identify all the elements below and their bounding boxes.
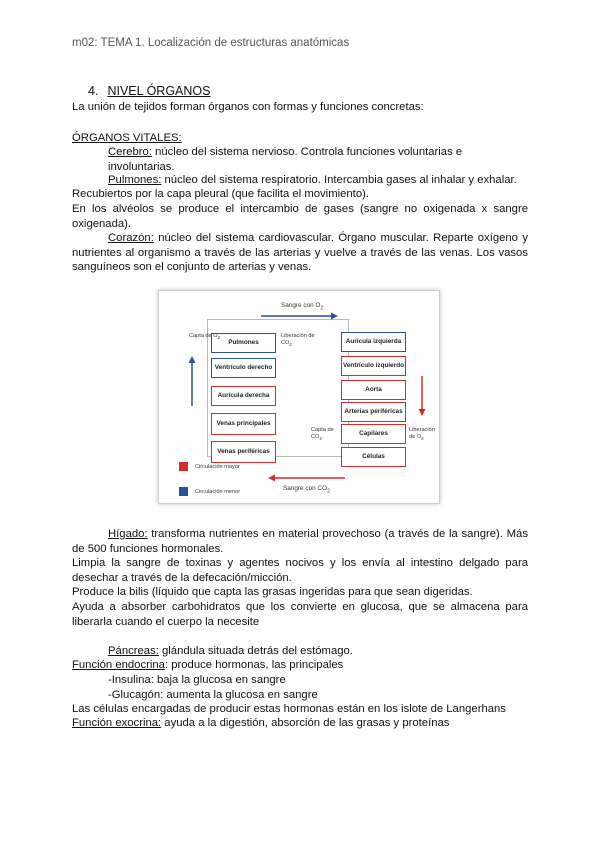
pulmones-line3: En los alvéolos se produce el intercambio de gases (sangre no oxigenada x sangre oxigenada). [72, 203, 528, 230]
capta-o2-label: Capta de $O_2$ [189, 333, 221, 341]
box-ventriculo-izquierdo: Ventrículo izquierdo [341, 356, 406, 376]
corazon-text: núcleo del sistema cardiovascular. Órgano muscular. Reparte oxígeno y nutrientes al organismo a través de las arterias y vuelve a través de las venas. Los vasos sanguíneos son el conjunto de arterias y venas. [72, 232, 528, 274]
pancreas-paragraph [72, 644, 528, 659]
higado-label: Hígado: [108, 528, 148, 540]
box-auricula-izquierda: Aurícula izquierda [341, 332, 406, 352]
pulmones-paragraph [72, 173, 528, 188]
higado-line2: Limpia la sangre de toxinas y agentes nocivos y los envía al intestino delgado para desechar a través de la defecación/micción. [72, 557, 528, 584]
section-number: 4. [88, 84, 99, 98]
box-capilares: Capilares [341, 424, 406, 444]
exocrina-label: Función exocrina: [72, 717, 162, 729]
cerebro-label: Cerebro: [108, 146, 152, 158]
pulmones-label: Pulmones: [108, 174, 162, 186]
pulmones-text: núcleo del sistema respiratorio. Intercambia gases al inhalar y exhalar. [161, 174, 517, 186]
box-venas-principales: Venas principales [211, 413, 276, 435]
bottom-arrow-label: Sangre con $CO_2$ [283, 485, 330, 495]
legend-blue-label: Circulación menor [195, 489, 241, 495]
legend-red-label: Circulación mayor [195, 464, 240, 470]
vitals-heading: ÓRGANOS VITALES: [72, 132, 182, 144]
cerebro-text: núcleo del sistema nervioso. Controla funciones voluntarias e involuntarias. [108, 146, 463, 173]
box-venas-perifericas: Venas periféricas [211, 441, 276, 463]
higado-line3: Produce la bilis (líquido que capta las grasas ingeridas para que sean digeridas. [72, 586, 473, 598]
liberacion-co2-label: Liberación de $CO_2$ [281, 333, 315, 347]
pancreas-text: glándula situada detrás del estómago. [158, 645, 353, 657]
insulina-line: -Insulina: baja la glucosa en sangre [108, 674, 286, 686]
exocrina-line [72, 716, 528, 731]
box-ventriculo-derecho: Ventrículo derecho [211, 358, 276, 378]
legend-blue-swatch [179, 487, 188, 496]
endocrina-line [72, 658, 528, 673]
corazon-paragraph [72, 231, 528, 275]
legend-red-swatch [179, 462, 188, 471]
top-arrow-label: Sangre con $O_2$ [281, 302, 324, 312]
box-arterias-perifericas: Arterias periféricas [341, 402, 406, 422]
capta-co2-label: Capta de $CO_2$ [311, 427, 334, 441]
bottom-arrow [267, 473, 347, 483]
endocrina-label: Función endocrina [72, 659, 165, 671]
exocrina-text: ayuda a la digestión, absorción de las grasas y proteínas [161, 717, 450, 729]
box-auricula-derecha: Aurícula derecha [211, 386, 276, 406]
higado-paragraph [72, 527, 528, 556]
box-aorta: Aorta [341, 380, 406, 400]
pulmones-line2: Recubiertos por la capa pleural (que facilita el movimiento). [72, 188, 370, 200]
higado-text: transforma nutrientes en material provechoso (a través de la sangre). Más de 500 funciones hormonales. [72, 528, 528, 555]
pancreas-label: Páncreas: [108, 645, 159, 657]
top-arrow [259, 311, 339, 321]
circulation-diagram [158, 290, 440, 504]
glucagon-line: -Glucagón: aumenta la glucosa en sangre [108, 689, 318, 701]
box-celulas: Células [341, 447, 406, 467]
corazon-label: Corazón: [108, 232, 154, 244]
celulas-line: Las células encargadas de producir estas hormonas están en los islote de Langerhans [72, 703, 506, 715]
cerebro-paragraph [72, 145, 528, 174]
higado-line4: Ayuda a absorber carbohidratos que los convierte en glucosa, que se almacena para liberarla cuando el cuerpo la necesite [72, 601, 528, 628]
section-title-text: NIVEL ÓRGANOS [107, 84, 211, 98]
right-down-arrow [417, 375, 427, 417]
box-pulmones: Pulmones [211, 333, 276, 353]
liberacion-o2-label: Liberación de $O_2$ [409, 427, 435, 441]
intro-text: La unión de tejidos forman órganos con formas y funciones concretas: [72, 101, 424, 113]
page-header: m02: TEMA 1. Localización de estructuras anatómicas [72, 37, 350, 49]
section-title [88, 84, 210, 98]
left-up-arrow [187, 355, 197, 407]
endocrina-text: : produce hormonas, las principales [164, 659, 344, 671]
